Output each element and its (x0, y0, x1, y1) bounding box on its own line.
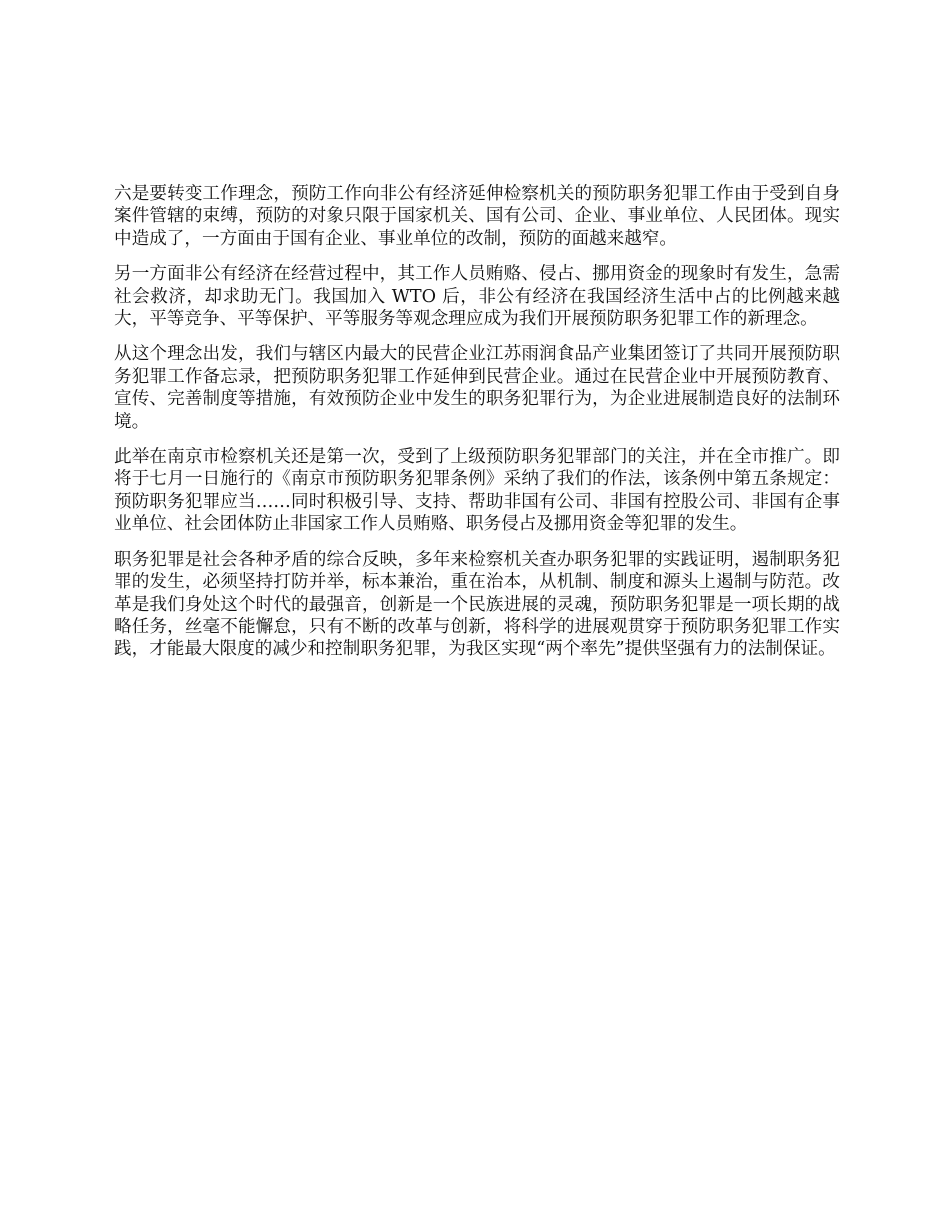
document-page (114, 183, 840, 674)
paragraph-2: 另一方面非公有经济在经营过程中，其工作人员贿赂、侵占、挪用资金的现象时有发生，急需社会救济，却求助无门。我国加入 WTO 后，非公有经济在我国经济生活中占的比例越来越大，平等竞争、平等保护、平等服务等观念理应成为我们开展预防职务犯罪工作的新理念。 (114, 264, 840, 330)
paragraph-4: 此举在南京市检察机关还是第一次，受到了上级预防职务犯罪部门的关注，并在全市推广。即将于七月一日施行的《南京市预防职务犯罪条例》采纳了我们的作法，该条例中第五条规定：预防职务犯罪应当……同时积极引导、支持、帮助非国有公司、非国有控股公司、非国有企事业单位、社会团体防止非国家工作人员贿赂、职务侵占及挪用资金等犯罪的发生。 (114, 447, 840, 535)
paragraph-3: 从这个理念出发，我们与辖区内最大的民营企业江苏雨润食品产业集团签订了共同开展预防职务犯罪工作备忘录，把预防职务犯罪工作延伸到民营企业。通过在民营企业中开展预防教育、宣传、完善制度等措施，有效预防企业中发生的职务犯罪行为，为企业进展制造良好的法制环境。 (114, 344, 840, 432)
paragraph-1: 六是要转变工作理念，预防工作向非公有经济延伸检察机关的预防职务犯罪工作由于受到自身案件管辖的束缚，预防的对象只限于国家机关、国有公司、企业、事业单位、人民团体。现实中造成了，一方面由于国有企业、事业单位的改制，预防的面越来越窄。 (114, 184, 840, 249)
paragraph-5: 职务犯罪是社会各种矛盾的综合反映，多年来检察机关查办职务犯罪的实践证明，遏制职务犯罪的发生，必须坚持打防并举，标本兼治，重在治本，从机制、制度和源头上遏制与防范。改革是我们身处这个时代的最强音，创新是一个民族进展的灵魂，预防职务犯罪是一项长期的战略任务，丝毫不能懈怠，只有不断的改革与创新，将科学的进展观贯穿于预防职务犯罪工作实践，才能最大限度的减少和控制职务犯罪，为我区实现“两个率先”提供坚强有力的法制保证。 (114, 549, 840, 660)
